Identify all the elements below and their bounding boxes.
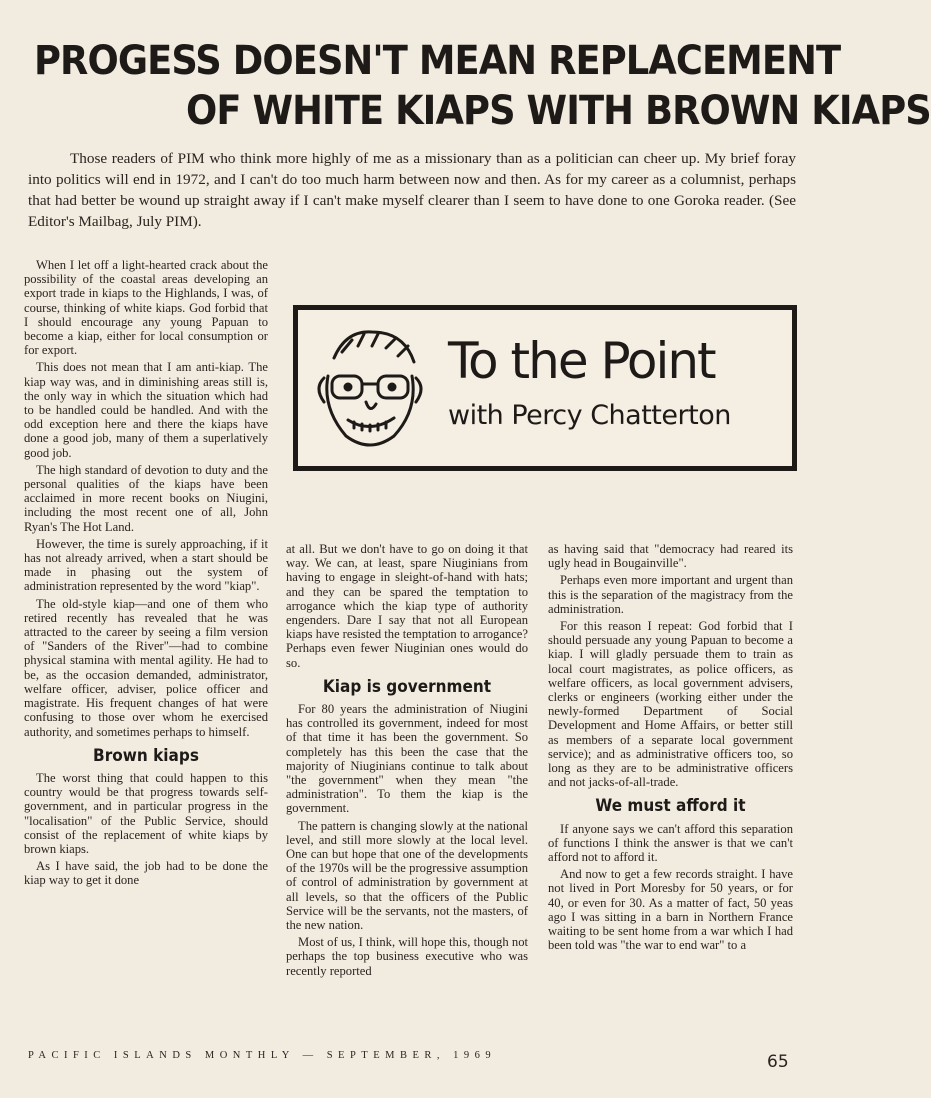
paragraph: This does not mean that I am anti-kiap. The kiap way was, and in diminishing areas still is, the only way in which the situation which had to be handled could be handled. And with the odd exception here and there the kiaps have done a good job, many of them a superlatively good job. bbox=[24, 360, 268, 460]
column-title: To the Point bbox=[448, 332, 715, 390]
paragraph: at all. But we don't have to go on doing it that way. We can, at least, spare Niuginians from having to engage in sleight-of-hand with hats; and they can be spared the temptation to arrogance which the kiap type of authority engenders. Dare I say that not all European kiaps have resisted the temptation to arrogance? Perhaps even fewer Niuginian ones would do so. bbox=[286, 542, 528, 670]
paragraph: The high standard of devotion to duty and the personal qualities of the kiaps have been acclaimed in more recent books on Niugini, including the most recent one of all, John Ryan's The Hot Land. bbox=[24, 462, 268, 534]
subhead-we-must-afford-it: We must afford it bbox=[595, 796, 746, 817]
paragraph: As I have said, the job had to be done the kiap way to get it done bbox=[24, 859, 268, 888]
headline-line-1: PROGESS DOESN'T MEAN REPLACEMENT bbox=[34, 38, 841, 84]
article-column-2 bbox=[286, 542, 528, 981]
intro-text: Those readers of PIM who think more highly of me as a missionary than as a politician can cheer up. My brief foray into politics will end in 1972, and I can't do too much harm between now and then. As for my career as a columnist, perhaps that had better be wound up straight away if I can't make myself clearer than I seem to have done to one Goroka reader. (See Editor's Mailbag, July PIM). bbox=[28, 150, 796, 230]
paragraph: The pattern is changing slowly at the national level, and still more slowly at the local level. One can but hope that one of the developments of the 1970s will be the progressive assumption of control of administration by government at all levels, so that the officers of the Public Service will be the servants, not the masters, of the new nation. bbox=[286, 818, 528, 933]
column-byline: with Percy Chatterton bbox=[448, 400, 731, 431]
paragraph: Most of us, I think, will hope this, though not perhaps the top business executive who was recently reported bbox=[286, 935, 528, 978]
subhead-kiap-is-government: Kiap is government bbox=[322, 676, 492, 697]
paragraph: For 80 years the administration of Niugini has controlled its government, indeed for most of that time it has been the government. So completely has this been the case that the majority of Niuginians continue to talk about "the government" when they mean "the administration". To them the kiap is the government. bbox=[286, 702, 528, 816]
paragraph: If anyone says we can't afford this separation of functions I think the answer is that we can't afford not to afford it. bbox=[548, 821, 793, 865]
intro-paragraph bbox=[28, 148, 796, 232]
subhead-brown-kiaps: Brown kiaps bbox=[93, 745, 199, 766]
paragraph: as having said that "democracy had reared its ugly head in Bougainville". bbox=[548, 542, 793, 571]
caricature-portrait-icon bbox=[306, 318, 436, 458]
paragraph: When I let off a light-hearted crack about the possibility of the coastal areas developing an export trade in kiaps to the Highlands, I was, of course, thinking of white kiaps. God forbid that I should encourage any young Papuan to become a kiap, either for local consumption or for export. bbox=[24, 258, 268, 358]
paragraph: The worst thing that could happen to this country would be that progress towards self-government, and in particular progress in the "localisation" of the Public Service, should consist of the replacement of white kiaps by brown kiaps. bbox=[24, 770, 268, 856]
headline-line-2: OF WHITE KIAPS WITH BROWN KIAPS bbox=[186, 88, 931, 134]
page-number: 65 bbox=[767, 1052, 789, 1072]
paragraph: However, the time is surely approaching, if it has not already arrived, when a start should be made in phasing out the system of administration represented by the word "kiap". bbox=[24, 536, 268, 594]
article-column-3 bbox=[548, 542, 793, 955]
paragraph: Perhaps even more important and urgent than this is the separation of the magistracy from the administration. bbox=[548, 573, 793, 616]
paragraph: The old-style kiap—and one of them who retired recently has revealed that he was attracted to the career by seeing a film version of "Sanders of the River"—had to combine physical stamina with mental agility. He had to be, as the occasion demanded, administrator, welfare officer, adviser, police officer and magistrate. His frequent changes of hat were confusing to those over whom he exercised authority, and sometimes perhaps to himself. bbox=[24, 596, 268, 739]
article-column-1 bbox=[24, 258, 268, 891]
paragraph: And now to get a few records straight. I have not lived in Port Moresby for 50 years, or for 40, or even for 30. As a matter of fact, 50 yeas ago I was sitting in a barn in Northern France waiting to be sent home from a war which I had been told was "the war to end war" to a bbox=[548, 867, 793, 953]
publication-footer: PACIFIC ISLANDS MONTHLY — SEPTEMBER, 1969 bbox=[28, 1050, 497, 1061]
paragraph: For this reason I repeat: God forbid that I should persuade any young Papuan to become a kiap. I will gladly persuade them to train as local court magistrates, as police officers, as welfare officers, as local government advisers, clerks or engineers (working either under the newly-formed Department of Social Development and Home Affairs, or better still as members of a separate local government service); and as administrative officers too, so long as they are to be administrative officers and not jacks-of-all-trade. bbox=[548, 619, 793, 790]
column-title-box bbox=[293, 305, 797, 471]
